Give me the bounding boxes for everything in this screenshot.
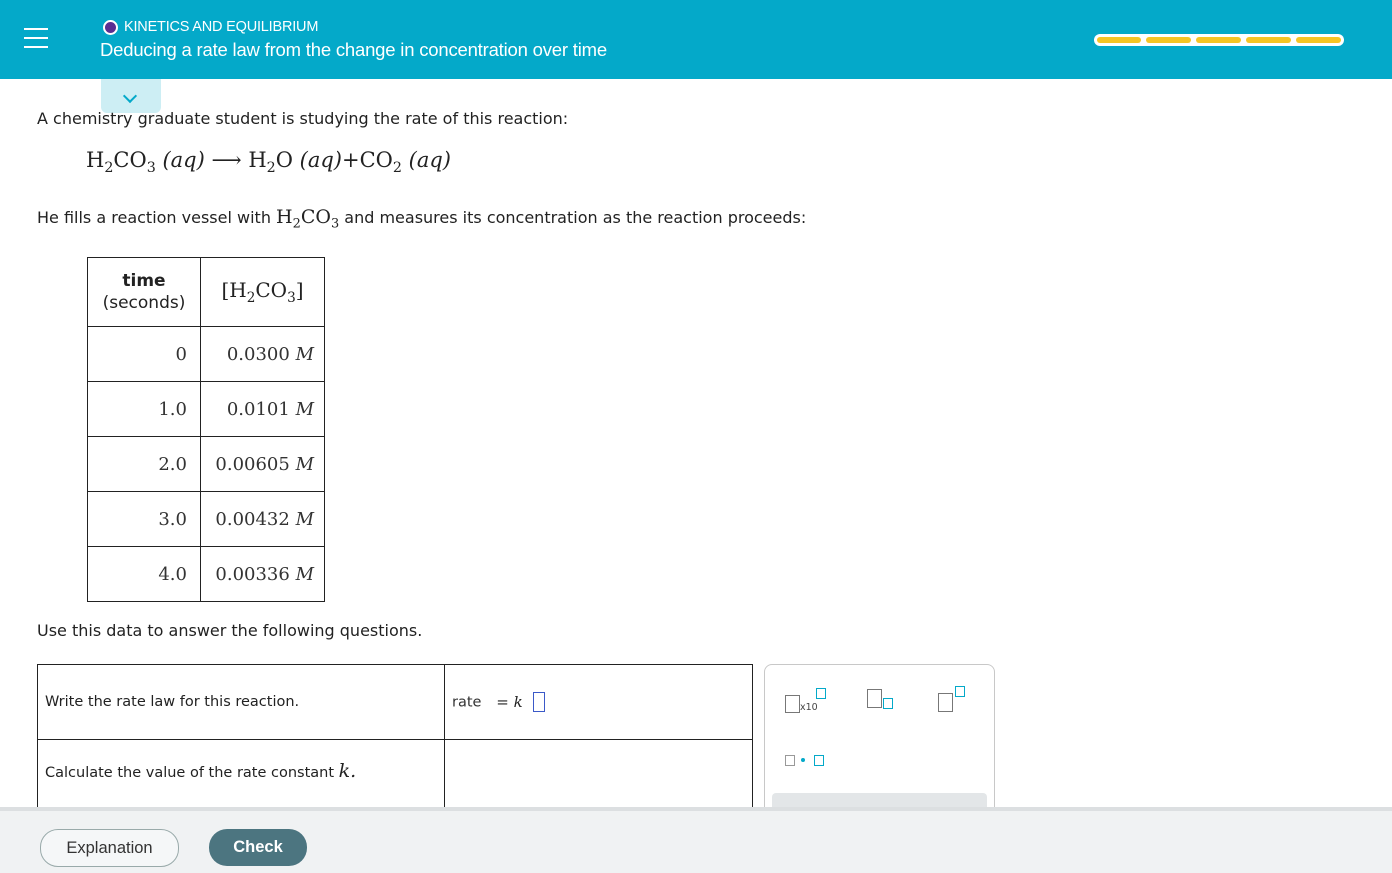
menu-icon[interactable]: [24, 27, 48, 49]
intro-text: A chemistry graduate student is studying the rate of this reaction:: [37, 109, 569, 128]
superscript-icon[interactable]: [938, 685, 972, 715]
fill-text: He fills a reaction vessel with $H_2CO_3$ and measures its concentration as the reaction proceeds:: [37, 206, 807, 232]
q2-label-cell: Calculate the value of the rate constant k.: [38, 740, 445, 833]
table-row: 4.0 0.00336 M: [88, 547, 325, 602]
sci-notation-x10-icon[interactable]: x10: [785, 685, 831, 715]
col-header-concentration: $[H_2CO_3]$: [201, 258, 325, 327]
subscript-icon[interactable]: [867, 687, 897, 715]
progress-bar: [1094, 34, 1344, 46]
rate-law-input[interactable]: [533, 692, 545, 712]
multiply-dot-icon[interactable]: [785, 753, 829, 769]
concentration-table: [87, 257, 325, 602]
topic-label: KINETICS AND EQUILIBRIUM: [124, 19, 319, 35]
table-row: 0 0.0300 M: [88, 327, 325, 382]
collapse-header-tab[interactable]: [101, 79, 161, 113]
page-title: Deducing a rate law from the change in concentration over time: [100, 39, 607, 60]
top-header: [0, 0, 1392, 79]
check-button[interactable]: Check: [209, 829, 307, 866]
table-row: 3.0 0.00432 M: [88, 492, 325, 547]
col-header-time: time (seconds): [88, 258, 201, 327]
table-row: 2.0 0.00605 M: [88, 437, 325, 492]
reaction-equation: $H_2CO_3$ (aq) ⟶ $H_2O$ $(aq)+CO_2$ (aq): [86, 148, 452, 176]
instruction-text: Use this data to answer the following questions.: [37, 621, 423, 640]
footer-bar: [0, 807, 1392, 873]
q1-answer-cell: rate = k: [445, 665, 753, 740]
q1-label: Write the rate law for this reaction.: [38, 665, 445, 740]
explanation-button[interactable]: Explanation: [40, 829, 179, 867]
table-row: 1.0 0.0101 M: [88, 382, 325, 437]
chevron-down-icon: [123, 89, 137, 103]
math-palette: [764, 664, 995, 826]
topic-circle-icon: [103, 20, 118, 35]
topic-row: [103, 19, 318, 35]
